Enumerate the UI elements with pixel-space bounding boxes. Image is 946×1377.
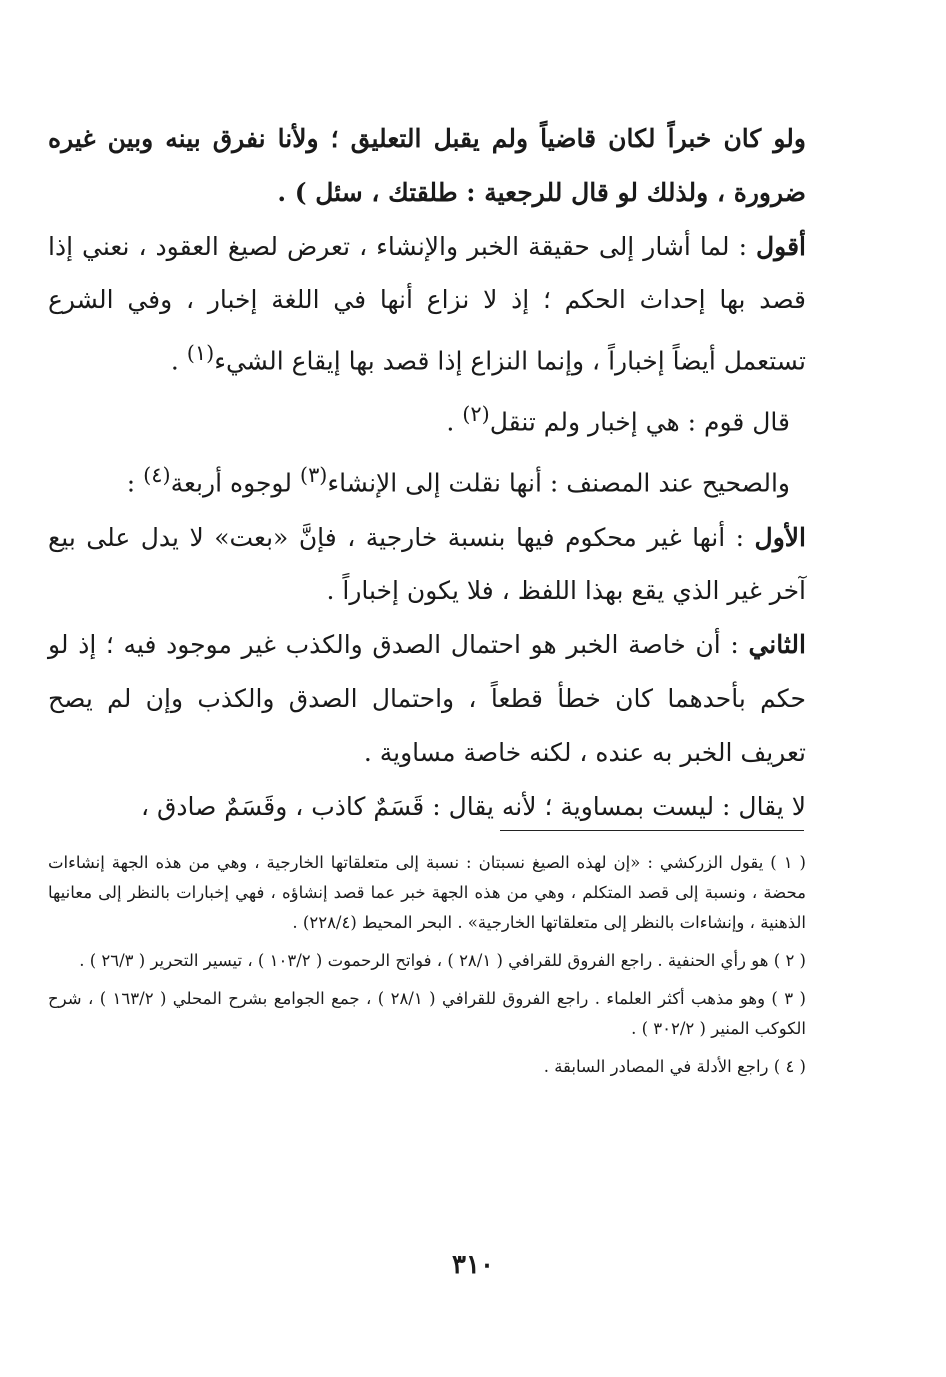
paragraph-aqulu: [48, 220, 806, 389]
lead-word: الأول: [754, 522, 806, 552]
paragraph-second: [48, 618, 806, 779]
paragraph-qawm: [48, 388, 806, 449]
footnote-ref-3: (٣): [299, 463, 328, 488]
paragraph-end: .: [170, 346, 187, 376]
paragraph-end: :: [126, 468, 144, 498]
footnotes: [48, 848, 806, 1090]
footnote-2: ( ٢ ) هو رأي الحنفية . راجع الفروق للقرافي ( ٢٨/١ ) ، فواتح الرحموت ( ١٠٣/٢ ) ، تيسير التحرير ( ٢٦/٣ ) .: [79, 951, 806, 970]
footnote-4: ( ٤ ) راجع الأدلة في المصادر السابقة .: [543, 1057, 806, 1076]
paragraph-sahih: [48, 449, 806, 510]
main-text: [48, 112, 806, 833]
paragraph-text: والصحيح عند المصنف : أنها نقلت إلى الإنشاء: [327, 468, 790, 498]
paragraph-text: : أن خاصة الخبر هو احتمال الصدق والكذب غير موجود فيه ؛ إذ لو حكم بأحدهما كان خطأ قطعاً ، واحتمال الصدق والكذب وإن لم يصح تعريف الخبر به عنده ، لكنه خاصة مساوية .: [48, 630, 806, 767]
paragraph-first: [48, 511, 806, 619]
paragraph-text: : لما أشار إلى حقيقة الخبر والإنشاء ، تعرض لصيغ العقود ، نعني إذا قصد بها إحداث الحكم ؛ إذ لا نزاع أنها في اللغة إخبار ، وفي الشرع تستعمل أيضاً إخباراً ، وإنما النزاع إذا قصد بها إيقاع الشيء: [48, 231, 806, 376]
footnote-ref-2: (٢): [462, 402, 490, 427]
paragraph-quote: ولو كان خبراً لكان قاضياً ولم يقبل التعليق ؛ ولأنا نفرق بينه وبين غيره ضرورة ، ولذلك لو قال للرجعية : طلقتك ، سئل ) .: [48, 124, 806, 207]
paragraph-text: : أنها غير محكوم فيها بنسبة خارجية ، فإنَّ «بعت» لا يدل على بيع آخر غير الذي يقع بهذا اللفظ ، فلا يكون إخباراً .: [48, 522, 806, 606]
page-number: ٣١٠: [452, 1250, 494, 1280]
footnote-1: ( ١ ) يقول الزركشي : «إن لهذه الصيغ نسبتان : نسبة إلى متعلقاتها الخارجية ، وهي من هذه الجهة إنشاءات محضة ، ونسبة إلى قصد المتكلم ، وهي من هذه الجهة خبر عما قصد إنشاؤه ، فهي إخبارات بالنظر إلى معانيها الذهنية ، وإنشاءات بالنظر إلى متعلقاتها الخارجية» . البحر المحيط (٢٢٨/٤) .: [48, 853, 806, 932]
lead-word: الثاني: [748, 630, 806, 660]
footnote-divider: [500, 830, 804, 831]
paragraph-text: لوجوه أربعة: [170, 468, 300, 498]
paragraph-end: .: [446, 407, 463, 437]
lead-word: أقول: [756, 231, 806, 261]
footnote-3: ( ٣ ) وهو مذهب أكثر العلماء . راجع الفروق للقرافي ( ٢٨/١ ) ، جمع الجوامع بشرح المحلي ( ١٦٣/٢ ) ، شرح الكوكب المنير ( ٣٠٢/٢ ) .: [48, 989, 806, 1038]
paragraph-objection: لا يقال : ليست بمساوية ؛ لأنه يقال : قَسَمٌ كاذب ، وقَسَمٌ صادق ،: [140, 791, 806, 821]
footnote-ref-1: (١): [186, 341, 215, 366]
paragraph-text: قال قوم : هي إخبار ولم تنقل: [489, 407, 790, 437]
footnote-ref-4: (٤): [143, 463, 171, 488]
